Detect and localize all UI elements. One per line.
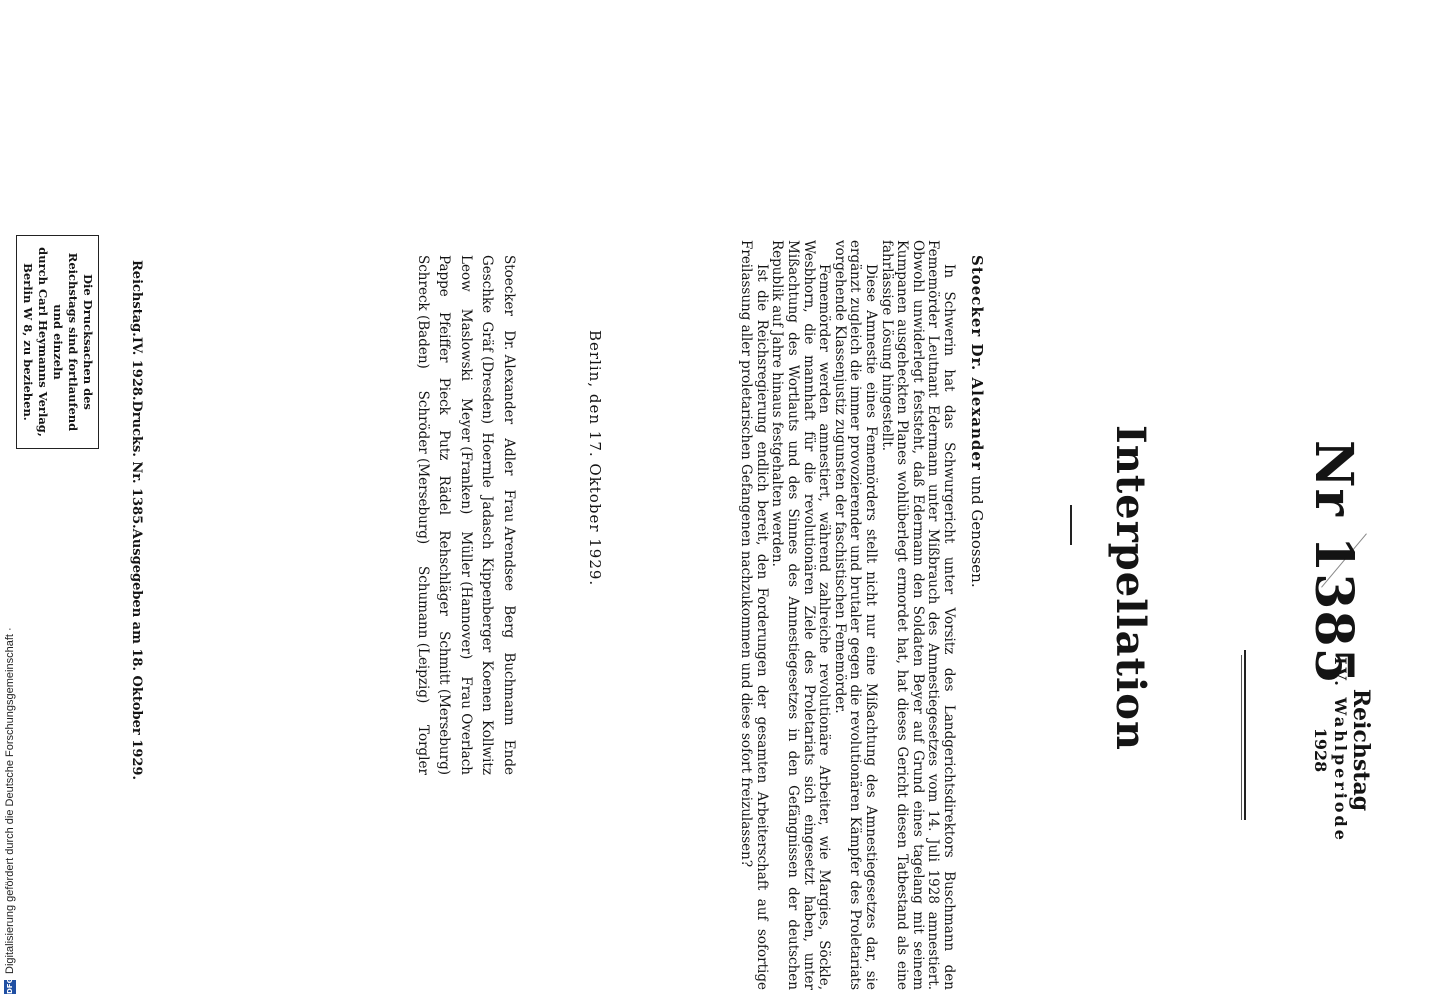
document-number: Nr 1385: [1303, 440, 1364, 685]
signer-name: Buchmann: [501, 652, 517, 726]
document-title: Interpellation: [1107, 425, 1154, 751]
signers-row: [433, 255, 455, 775]
publication-reference: [129, 260, 144, 780]
signer-name: Frau Arendsee: [501, 489, 517, 591]
signer-name: Berg: [501, 605, 517, 639]
footer-issued: Ausgegeben am 18. Oktober 1929.: [129, 528, 144, 780]
paragraph: In Schwerin hat das Schwurgericht unter Vorsitz des Landgerichtsdirektors Buschmann den Fememörder Leutnant Edermann unter Mißbrauch des Amnestiegesetzes vom 14. Juli 1928 amnestiert. Obwohl unwiderlegt feststeht, daß Edermann den Soldaten Beyer auf Grund eines tagelang mit seinem Kumpanen ausgeheckten Planes wohlüberlegt ermordet hat, hat dieses Gericht diesen Tatbestand als eine fahrlässige Lösung hingestellt.: [878, 240, 957, 990]
signer-name: Rehschläger: [436, 530, 453, 616]
footer-reichstag: Reichstag.: [129, 260, 144, 337]
signers-list: [412, 255, 520, 775]
signer-name: Frau Overlach: [458, 676, 474, 775]
paragraph: Diese Amnestie eines Fememörders stellt nicht nur eine Mißachtung des Amnestiegesetzes dar, sie ergänzt zugleich die immer provozierender und brutaler gegen die revolutionären Kämpfer des Proletariats vorgehende Klassenjustiz zugunsten der faschistischen Fememörder.: [831, 240, 880, 990]
signer-name: Torgler: [415, 725, 431, 775]
footer-drucksache: Drucks. Nr. 1385.: [129, 400, 144, 529]
header-bracket: [1244, 650, 1246, 820]
signers-row: [476, 255, 498, 775]
signer-name: Rädel: [436, 475, 453, 516]
signer-name: Leow: [458, 255, 474, 292]
signer-name: Schmitt (Merseburg): [436, 631, 453, 775]
notice-line: durch Carl Heymanns Verlag, Berlin W 8, zu beziehen.: [21, 247, 50, 437]
authors-line: [968, 255, 986, 588]
interpellation-text: [738, 240, 956, 990]
signer-name: Meyer (Franken): [458, 398, 474, 515]
signer-name: Schröder (Merseburg): [415, 390, 431, 545]
signer-name: Koenen: [479, 660, 496, 712]
digitization-text: Digitalisierung gefördert durch die Deutsche Forschungsgemeinschaft ·: [4, 627, 16, 974]
signer-name: Hoernle: [479, 432, 496, 488]
title-rule: [1070, 505, 1072, 545]
header-bracket-inner: [1241, 655, 1242, 820]
signer-name: Gräf (Dresden): [479, 321, 496, 425]
signers-row: [412, 255, 434, 775]
signer-name: Pfeiffer: [436, 312, 453, 363]
paragraph: Fememörder werden amnestiert, während zahlreiche revolutionäre Arbeiter, wie Margies, Söckle, Wesbhorn, die mannhaft für die revolutionären Ziele des Proletariats sich eingesetzt haben, unter Mißachtung des Wortlauts und des Sinnes des Amnestiegesetzes in den Gefängnissen der deutschen Republik auf Jahre hinaus festgehalten werden.: [769, 240, 833, 990]
footer-period: IV. 1928.: [129, 336, 144, 401]
signers-row: [498, 255, 520, 775]
signers-row: [455, 255, 477, 775]
signer-name: Jadasch: [479, 496, 496, 550]
digitization-credit: [0, 0, 20, 1000]
signer-name: Schumann (Leipzig): [415, 565, 431, 704]
signer-name: Kippenberger: [479, 557, 496, 653]
lead-author: Stoecker Dr. Alexander: [968, 255, 986, 471]
authors-suffix: und Genossen.: [968, 475, 986, 588]
signer-name: Ende: [501, 739, 517, 775]
signer-name: Adler: [501, 438, 517, 476]
signer-name: Geschke: [479, 255, 496, 314]
notice-line: Die Drucksachen des Reichstags sind fortlaufend und einzeln: [51, 252, 95, 432]
distribution-notice: [16, 235, 99, 449]
reichstag-label: Reichstag: [1348, 688, 1374, 812]
signer-name: Pappe: [436, 255, 453, 297]
signer-name: Putz: [436, 430, 453, 461]
paragraph: Ist die Reichsregierung endlich bereit, den Forderungen der gesamten Arbeiterschaft auf sofortige Freilassung aller proletarischen Gefangenen nachzukommen und diese sofort freizulassen?: [738, 240, 770, 990]
signer-name: Stoecker: [501, 255, 517, 316]
signer-name: Dr. Alexander: [501, 330, 517, 425]
signer-name: Kollwitz: [479, 720, 496, 775]
period-year: 1928: [1311, 727, 1330, 773]
wahlperiode-label: IV. Wahlperiode: [1331, 657, 1350, 843]
date-line: Berlin, den 17. Oktober 1929.: [586, 330, 604, 587]
signer-name: Maslowski: [458, 308, 474, 381]
signer-name: Pieck: [436, 377, 453, 415]
signer-name: Schreck (Baden): [415, 255, 431, 369]
dfg-logo: DFG: [6, 977, 14, 994]
signer-name: Müller (Hannover): [458, 531, 474, 660]
